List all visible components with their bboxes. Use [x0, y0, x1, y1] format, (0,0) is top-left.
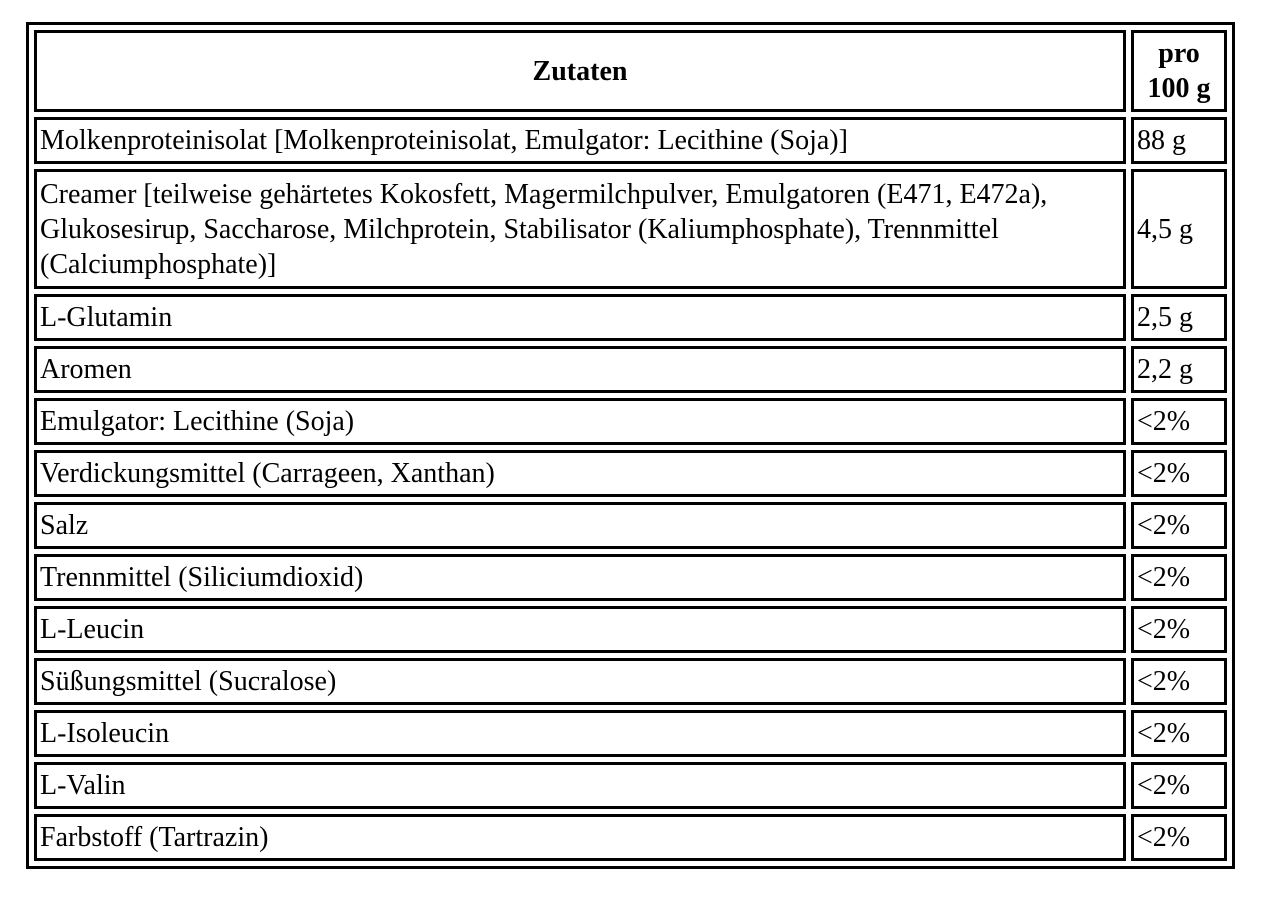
- table-row: [34, 710, 1227, 757]
- ingredient-amount: <2%: [1131, 450, 1227, 497]
- ingredient-amount: <2%: [1131, 762, 1227, 809]
- ingredient-name: Creamer [teilweise gehärtetes Kokosfett, Magermilchpulver, Emulgatoren (E471, E472a), Glukosesirup, Saccharose, Milchprotein, Stabilisator (Kaliumphosphate), Trennmittel (Calciumphosphate)]: [34, 169, 1126, 289]
- ingredient-amount: 2,2 g: [1131, 346, 1227, 393]
- ingredient-name: Süßungsmittel (Sucralose): [34, 658, 1126, 705]
- table-row: [34, 450, 1227, 497]
- ingredient-amount: <2%: [1131, 814, 1227, 861]
- ingredient-name: L-Valin: [34, 762, 1126, 809]
- table-row: [34, 346, 1227, 393]
- ingredient-amount: <2%: [1131, 398, 1227, 445]
- amount-column-header: [1131, 30, 1227, 112]
- ingredient-name: Verdickungsmittel (Carrageen, Xanthan): [34, 450, 1126, 497]
- ingredient-name: Salz: [34, 502, 1126, 549]
- amount-column-label-line1: pro: [1158, 38, 1200, 69]
- ingredients-table: [26, 22, 1235, 869]
- table-row: [34, 398, 1227, 445]
- ingredient-name: Trennmittel (Siliciumdioxid): [34, 554, 1126, 601]
- ingredient-amount: <2%: [1131, 502, 1227, 549]
- table-row: [34, 658, 1227, 705]
- ingredient-name: L-Glutamin: [34, 294, 1126, 341]
- ingredient-amount: <2%: [1131, 554, 1227, 601]
- ingredients-column-label: Zutaten: [532, 55, 628, 87]
- ingredients-column-header: [34, 30, 1126, 112]
- table-row: [34, 169, 1227, 289]
- ingredient-name: L-Leucin: [34, 606, 1126, 653]
- table-row: [34, 606, 1227, 653]
- ingredient-amount: <2%: [1131, 606, 1227, 653]
- ingredient-name: Emulgator: Lecithine (Soja): [34, 398, 1126, 445]
- table-row: [34, 502, 1227, 549]
- ingredient-amount: 4,5 g: [1131, 169, 1227, 289]
- ingredient-name: L-Isoleucin: [34, 710, 1126, 757]
- ingredient-name: Aromen: [34, 346, 1126, 393]
- ingredient-amount: 2,5 g: [1131, 294, 1227, 341]
- table-row: [34, 814, 1227, 861]
- table-header-row: [34, 30, 1227, 112]
- ingredient-amount: <2%: [1131, 658, 1227, 705]
- table-row: [34, 554, 1227, 601]
- ingredient-name: Molkenproteinisolat [Molkenproteinisolat, Emulgator: Lecithine (Soja)]: [34, 117, 1126, 164]
- table-row: [34, 294, 1227, 341]
- table-row: [34, 762, 1227, 809]
- table-row: [34, 117, 1227, 164]
- ingredient-name: Farbstoff (Tartrazin): [34, 814, 1126, 861]
- ingredient-amount: 88 g: [1131, 117, 1227, 164]
- amount-column-label-line2: 100 g: [1147, 73, 1211, 104]
- ingredient-amount: <2%: [1131, 710, 1227, 757]
